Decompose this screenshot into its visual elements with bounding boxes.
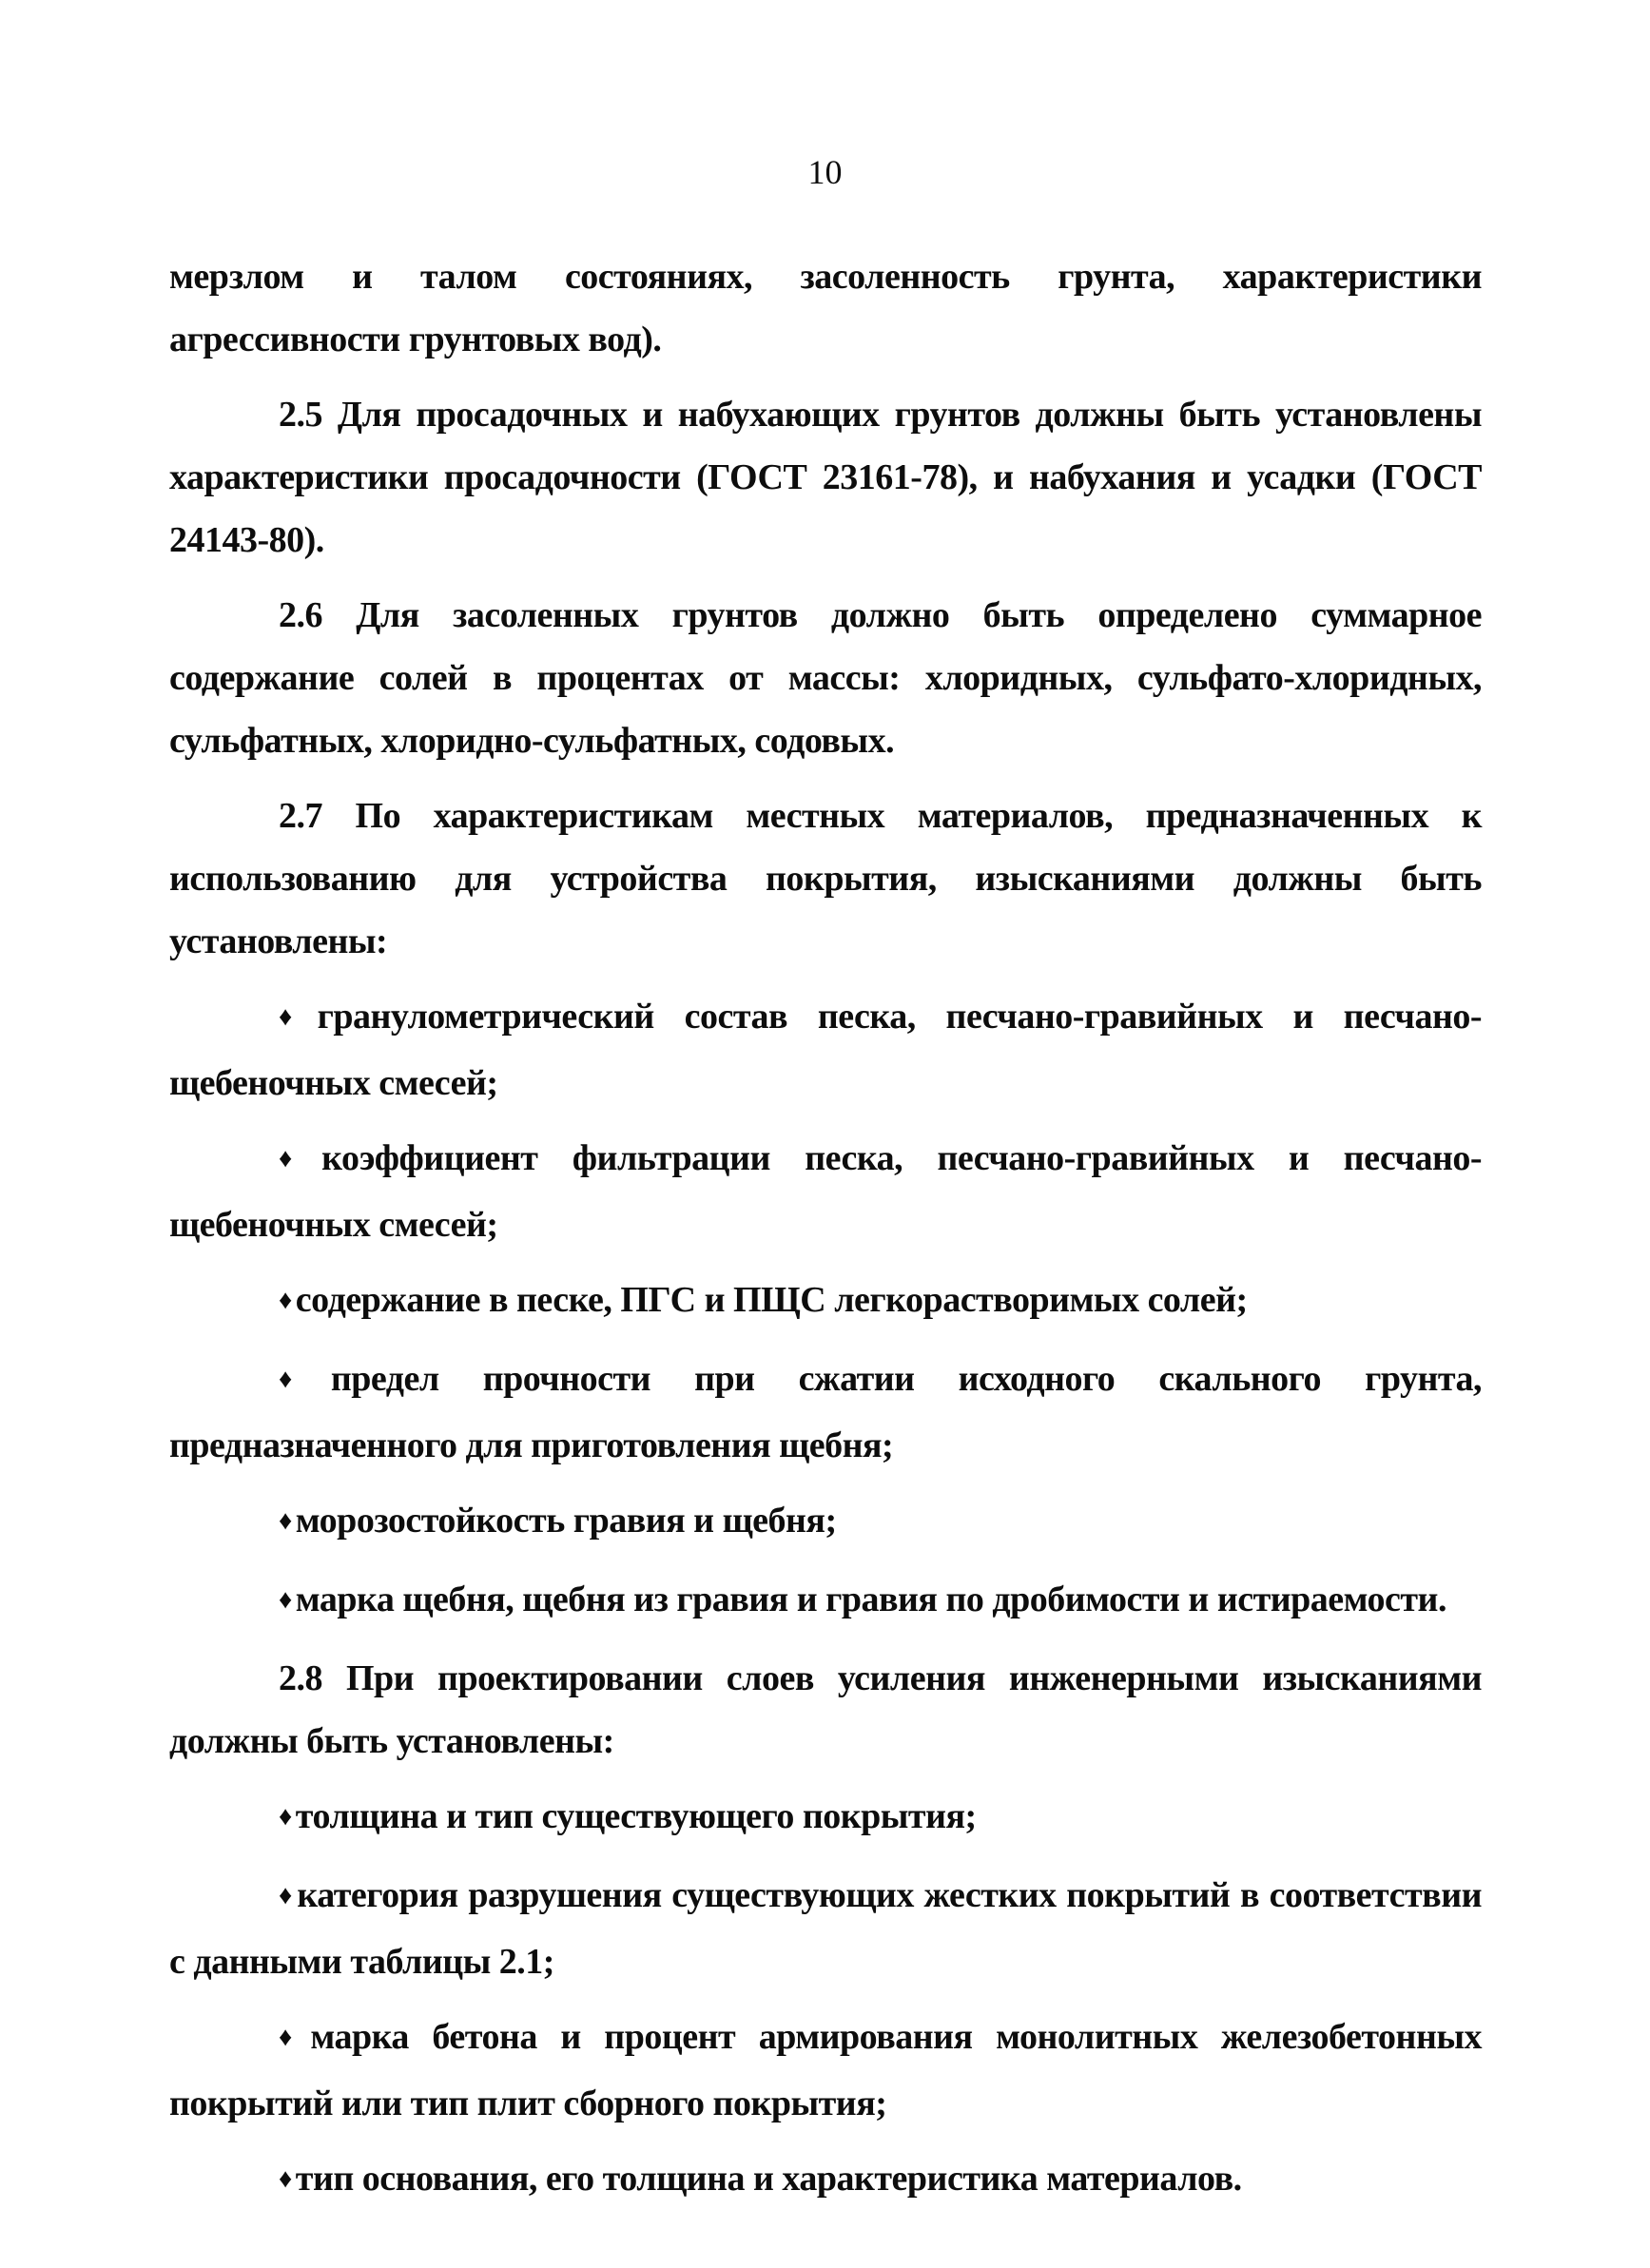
diamond-bullet-icon: ♦ (279, 1881, 294, 1910)
diamond-bullet-icon: ♦ (279, 1585, 292, 1615)
diamond-bullet-icon: ♦ (279, 1002, 314, 1032)
document-body (169, 245, 1482, 2214)
paragraph-2-8 (169, 1647, 1482, 1773)
paragraph-text: мерзлом и талом состояниях, засоленность грунта, характеристики агрессивности грунтовых вод). (169, 257, 1482, 359)
page-number: 10 (807, 153, 843, 191)
list-item-text: содержание в песке, ПГС и ПЩС легкорастворимых солей; (295, 1280, 1248, 1320)
list-item (169, 2006, 1482, 2135)
paragraph-continuation (169, 245, 1482, 371)
list-item-text: гранулометрический состав песка, песчано-гравийных и песчано-щебеночных смесей; (169, 997, 1482, 1103)
list-item-text: марка щебня, щебня из гравия и гравия по дробимости и истираемости. (295, 1580, 1446, 1619)
paragraph-text: 2.7 По характеристикам местных материалов, предназначенных к использованию для устройства покрытия, изысканиями должны быть установлены: (169, 796, 1482, 961)
diamond-bullet-icon: ♦ (279, 1286, 292, 1315)
paragraph-text: 2.8 При проектировании слоев усиления инженерными изысканиями должны быть установлены: (169, 1658, 1482, 1761)
list-item-text: категория разрушения существующих жестких покрытий в соответствии с данными таблицы 2.1; (169, 1875, 1482, 1982)
paragraph-text: 2.6 Для засоленных грунтов должно быть определено суммарное содержание солей в процентах от массы: хлоридных, сульфато-хлоридных, сульфатных, хлоридно-сульфатных, содовых. (169, 595, 1482, 761)
diamond-bullet-icon: ♦ (279, 1506, 292, 1536)
paragraph-2-5 (169, 383, 1482, 572)
list-item (169, 2147, 1482, 2214)
list-item-text: марка бетона и процент армирования монолитных железобетонных покрытий или тип плит сборного покрытия; (169, 2017, 1483, 2123)
list-item (169, 1785, 1482, 1851)
list-item-text: толщина и тип существующего покрытия; (295, 1796, 977, 1836)
list-item (169, 1568, 1482, 1635)
paragraph-2-6 (169, 584, 1482, 772)
list-item (169, 1489, 1482, 1556)
list-item (169, 1127, 1482, 1256)
list-item (169, 1864, 1482, 1993)
diamond-bullet-icon: ♦ (279, 1144, 319, 1173)
list-item-text: морозостойкость гравия и щебня; (295, 1501, 837, 1541)
list-item-text: тип основания, его толщина и характеристика материалов. (295, 2159, 1242, 2199)
diamond-bullet-icon: ♦ (279, 1365, 327, 1394)
paragraph-2-7 (169, 785, 1482, 973)
diamond-bullet-icon: ♦ (279, 2164, 292, 2194)
list-item-text: коэффициент фильтрации песка, песчано-гравийных и песчано-щебеночных смесей; (169, 1138, 1482, 1245)
diamond-bullet-icon: ♦ (279, 1802, 292, 1832)
list-item (169, 1269, 1482, 1335)
list-item (169, 985, 1482, 1115)
list-item-text: предел прочности при сжатии исходного скального грунта, предназначенного для приготовления щебня; (169, 1359, 1482, 1465)
diamond-bullet-icon: ♦ (279, 2023, 307, 2052)
paragraph-text: 2.5 Для просадочных и набухающих грунтов должны быть установлены характеристики просадочности (ГОСТ 23161-78), и набухания и усадки (ГОСТ 24143-80). (169, 395, 1482, 560)
list-item (169, 1347, 1482, 1477)
